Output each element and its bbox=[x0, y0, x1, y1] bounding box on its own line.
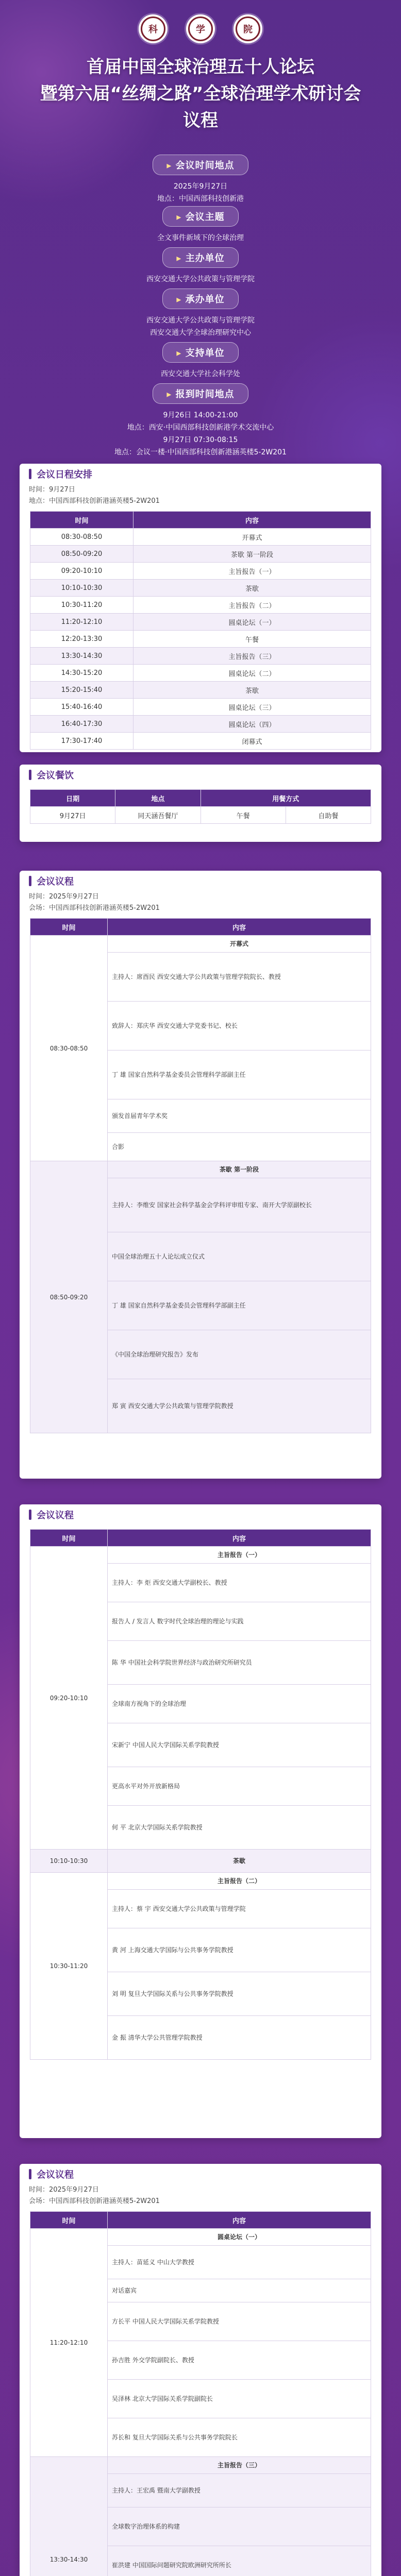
header-bar bbox=[29, 876, 31, 886]
table-row: 10:30-11:20 主旨报告（二） bbox=[30, 597, 371, 614]
header-bar bbox=[29, 1510, 31, 1520]
agenda-table: 时间 内容 08:30-08:50 开幕式 主持人：席酉民 西安交通大学公共政策与管理学院院长、教授 致辞人：郑庆华 西安交通大学党委书记、校长 丁 雄 国家自然科学基金委员会管理科学部副主任 颁发首届青年学术奖 合影 08:50-09:20 茶歇 第一阶段 主持人：李维安 国家社会科学基金会学科评审组专家、南开大学原副校长 中国全球治理五十人论坛成立仪式 丁 雄 国家自然科学基金委员会管理科学部副主任 《中国全球治理研究报告》发布 郑 寅 西安交通大学公共政策与管理学院教授 bbox=[30, 918, 371, 1433]
host-label: ▸ 主办单位 bbox=[162, 247, 238, 268]
table-row: 11:20-12:10 圆桌论坛（一） bbox=[30, 614, 371, 631]
theme-section: ▸ 会议主题 全文事件新域下的全球治理 bbox=[0, 206, 401, 244]
table-row: 17:30-17:40 闭幕式 bbox=[30, 733, 371, 750]
agenda-card-1: 会议议程 时间：2025年9月27日 会场：中国西部科技创新港涵英楼5-2W201 时间 内容 08:30-08:50 开幕式 主持人：席酉民 西安交通大学公共政策与管理学院院长、教授 致辞人：郑庆华 西安交通大学党委书记、校长 丁 雄 国家自然科学基金委员会管理科学部副主任 颁发首届青年学术奖 合影 08:50-09:20 茶歇 第一阶段 主持人：李维安 国家社会科学基金会学科评审组专家、南开大学原副校长 中国全球治理五十人论坛成立仪式 丁 雄 国家自然科学基金委员会管理科学部副主任 《中国全球治理研究报告》发布 郑 寅 西安交通大学公共政策与管理学院教授 bbox=[20, 871, 381, 1479]
table-row: 08:30-08:50 开幕式 bbox=[30, 936, 371, 953]
organizer-section: ▸ 承办单位 西安交通大学公共政策与管理学院 西安交通大学全球治理研究中心 bbox=[0, 289, 401, 339]
header-bar bbox=[29, 2169, 31, 2179]
table-row: 15:40-16:40 圆桌论坛（三） bbox=[30, 699, 371, 716]
meeting-time-label: ▸ 会议时间地点 bbox=[153, 155, 248, 175]
header-logos bbox=[0, 14, 401, 43]
agenda-table: 时间 内容 09:20-10:10 主旨报告（一） 主持人：李 炬 西安交通大学副校长、教授 报告人 / 发言人 数字时代全球治理的理论与实践 陈 华 中国社会科学院世界经济与政治研究所研究员 全球南方视角下的全球治理 宋新宁 中国人民大学国际关系学院教授 更高水平对外开放新格局 何 平 北京大学国际关系学院教授 10:10-10:30 茶歇 10:30-11:20 主旨报告（二） 主持人：蔡 宇 西安交通大学公共政策与管理学院 黄 河 上海交通大学国际与公共事务学院教授 刘 明 复旦大学国际关系与公共事务学院教授 金 振 清华大学公共管理学院教授 bbox=[30, 1529, 371, 2060]
header-bar bbox=[29, 469, 31, 479]
table-row: 08:30-08:50 开幕式 bbox=[30, 529, 371, 546]
support-section: ▸ 支持单位 西安交通大学社会科学处 bbox=[0, 342, 401, 380]
table-row: 9月27日 同天涵吾餐厅 午餐 自助餐 bbox=[30, 807, 371, 824]
table-row: 13:30-14:30 主旨报告（三） bbox=[30, 2457, 371, 2474]
table-row: 09:20-10:10 主旨报告（一） bbox=[30, 563, 371, 580]
table-row: 15:20-15:40 茶歇 bbox=[30, 682, 371, 699]
agenda-card-2: 会议议程 时间 内容 09:20-10:10 主旨报告（一） 主持人：李 炬 西安交通大学副校长、教授 报告人 / 发言人 数字时代全球治理的理论与实践 陈 华 中国社会科学院世界经济与政治研究所研究员 全球南方视角下的全球治理 宋新宁 中国人民大学国际关系学院教授 更高水平对外开放新格局 何 平 北京大学国际关系学院教授 10:10-10:30 茶歇 10:30-11:20 主旨报告（二） 主持人：蔡 宇 西安交通大学公共政策与管理学院 黄 河 上海交通大学国际与公共事务学院教授 刘 明 复旦大学国际关系与公共事务学院教授 金 振 清华大学公共管理学院教授 bbox=[20, 1504, 381, 2138]
organizer-label: ▸ 承办单位 bbox=[162, 289, 238, 309]
table-row: 08:50-09:20 茶歇 第一阶段 bbox=[30, 1161, 371, 1178]
meals-card: 会议餐饮 日期 地点 用餐方式 9月27日 同天涵吾餐厅 午餐 自助餐 bbox=[20, 765, 381, 842]
university-logo: 院 bbox=[233, 14, 262, 43]
page-title: 首届中国全球治理五十人论坛 暨第六届“丝绸之路”全球治理学术研讨会 议程 bbox=[40, 57, 361, 131]
table-row: 10:10-10:30 茶歇 bbox=[30, 580, 371, 597]
header-bar bbox=[29, 770, 31, 780]
table-row: 11:20-12:10 圆桌论坛（一） bbox=[30, 2229, 371, 2246]
host-section: ▸ 主办单位 西安交通大学公共政策与管理学院 bbox=[0, 247, 401, 285]
table-row: 10:10-10:30 茶歇 bbox=[30, 1850, 371, 1873]
meals-table: 日期 地点 用餐方式 9月27日 同天涵吾餐厅 午餐 自助餐 bbox=[30, 789, 371, 824]
table-row: 12:20-13:30 午餐 bbox=[30, 631, 371, 648]
theme-label: ▸ 会议主题 bbox=[162, 206, 238, 227]
table-row: 08:50-09:20 茶歇 第一阶段 bbox=[30, 546, 371, 563]
schedule-overview-table: 时间 内容 08:30-08:50 开幕式 08:50-09:20 茶歇 第一阶段 09:20-10:10 主旨报告（一） 10:10-10:30 茶歇 10:30-11:20 主旨报告（二） 11:20-12:10 圆桌论坛（一） 12:20-13:30 午餐 13:30-14:30 主旨报告（三） 14:30-15:20 圆桌论坛（二） 15:20-15:40 茶歇 15:40-16:40 圆桌论坛（三） 16:40-17:30 圆桌论坛（四） 17:30-17:40 闭幕式 bbox=[30, 511, 371, 750]
table-row: 10:30-11:20 主旨报告（二） bbox=[30, 1873, 371, 1890]
support-label: ▸ 支持单位 bbox=[162, 342, 238, 363]
schedule-overview-card: 会议日程安排 时间：9月27日 地点：中国西部科技创新港涵英楼5-2W201 时间 内容 08:30-08:50 开幕式 08:50-09:20 茶歇 第一阶段 09:20-10:10 主旨报告（一） 10:10-10:30 茶歇 10:30-11:20 主旨报告（二） 11:20-12:10 圆桌论坛（一） 12:20-13:30 午餐 13:30-14:30 主旨报告（三） 14:30-15:20 圆桌论坛（二） 15:20-15:40 茶歇 15:40-16:40 圆桌论坛（三） 16:40-17:30 圆桌论坛（四） 17:30-17:40 闭幕式 bbox=[20, 464, 381, 752]
registration-section: ▸ 报到时间地点 9月26日 14:00-21:00 地点：西安·中国西部科技创新港学术交流中心 9月27日 07:30-08:15 地点：会议一楼·中国西部科技创新港涵英楼5-2W201 bbox=[0, 383, 401, 459]
university-logo: 学 bbox=[186, 14, 215, 43]
table-row: 14:30-15:20 圆桌论坛（二） bbox=[30, 665, 371, 682]
table-row: 16:40-17:30 圆桌论坛（四） bbox=[30, 716, 371, 733]
agenda-table: 时间 内容 11:20-12:10 圆桌论坛（一） 主持人：苗延义 中山大学教授 对话嘉宾 方长平 中国人民大学国际关系学院教授 孙吉胜 外交学院副院长、教授 吴泽林 北京大学国际关系学院副院长 苏长和 复旦大学国际关系与公共事务学院院长 13:30-14:30 主旨报告（三） 主持人：王宏禹 暨南大学副教授 全球数字治理体系的构建 崔洪建 中国国际问题研究院欧洲研究所所长 bbox=[30, 2211, 371, 2576]
table-row: 13:30-14:30 主旨报告（三） bbox=[30, 648, 371, 665]
meeting-time-section: ▸ 会议时间地点 2025年9月27日 地点：中国西部科技创新港 bbox=[0, 155, 401, 205]
table-row: 09:20-10:10 主旨报告（一） bbox=[30, 1547, 371, 1564]
agenda-card-3: 会议议程 时间：2025年9月27日 会场：中国西部科技创新港涵英楼5-2W201 时间 内容 11:20-12:10 圆桌论坛（一） 主持人：苗延义 中山大学教授 对话嘉宾 方长平 中国人民大学国际关系学院教授 孙吉胜 外交学院副院长、教授 吴泽林 北京大学国际关系学院副院长 苏长和 复旦大学国际关系与公共事务学院院长 13:30-14:30 主旨报告（三） 主持人：王宏禹 暨南大学副教授 全球数字治理体系的构建 崔洪建 中国国际问题研究院欧洲研究所所长 bbox=[20, 2164, 381, 2576]
registration-label: ▸ 报到时间地点 bbox=[153, 383, 248, 404]
university-logo: 科 bbox=[139, 14, 168, 43]
